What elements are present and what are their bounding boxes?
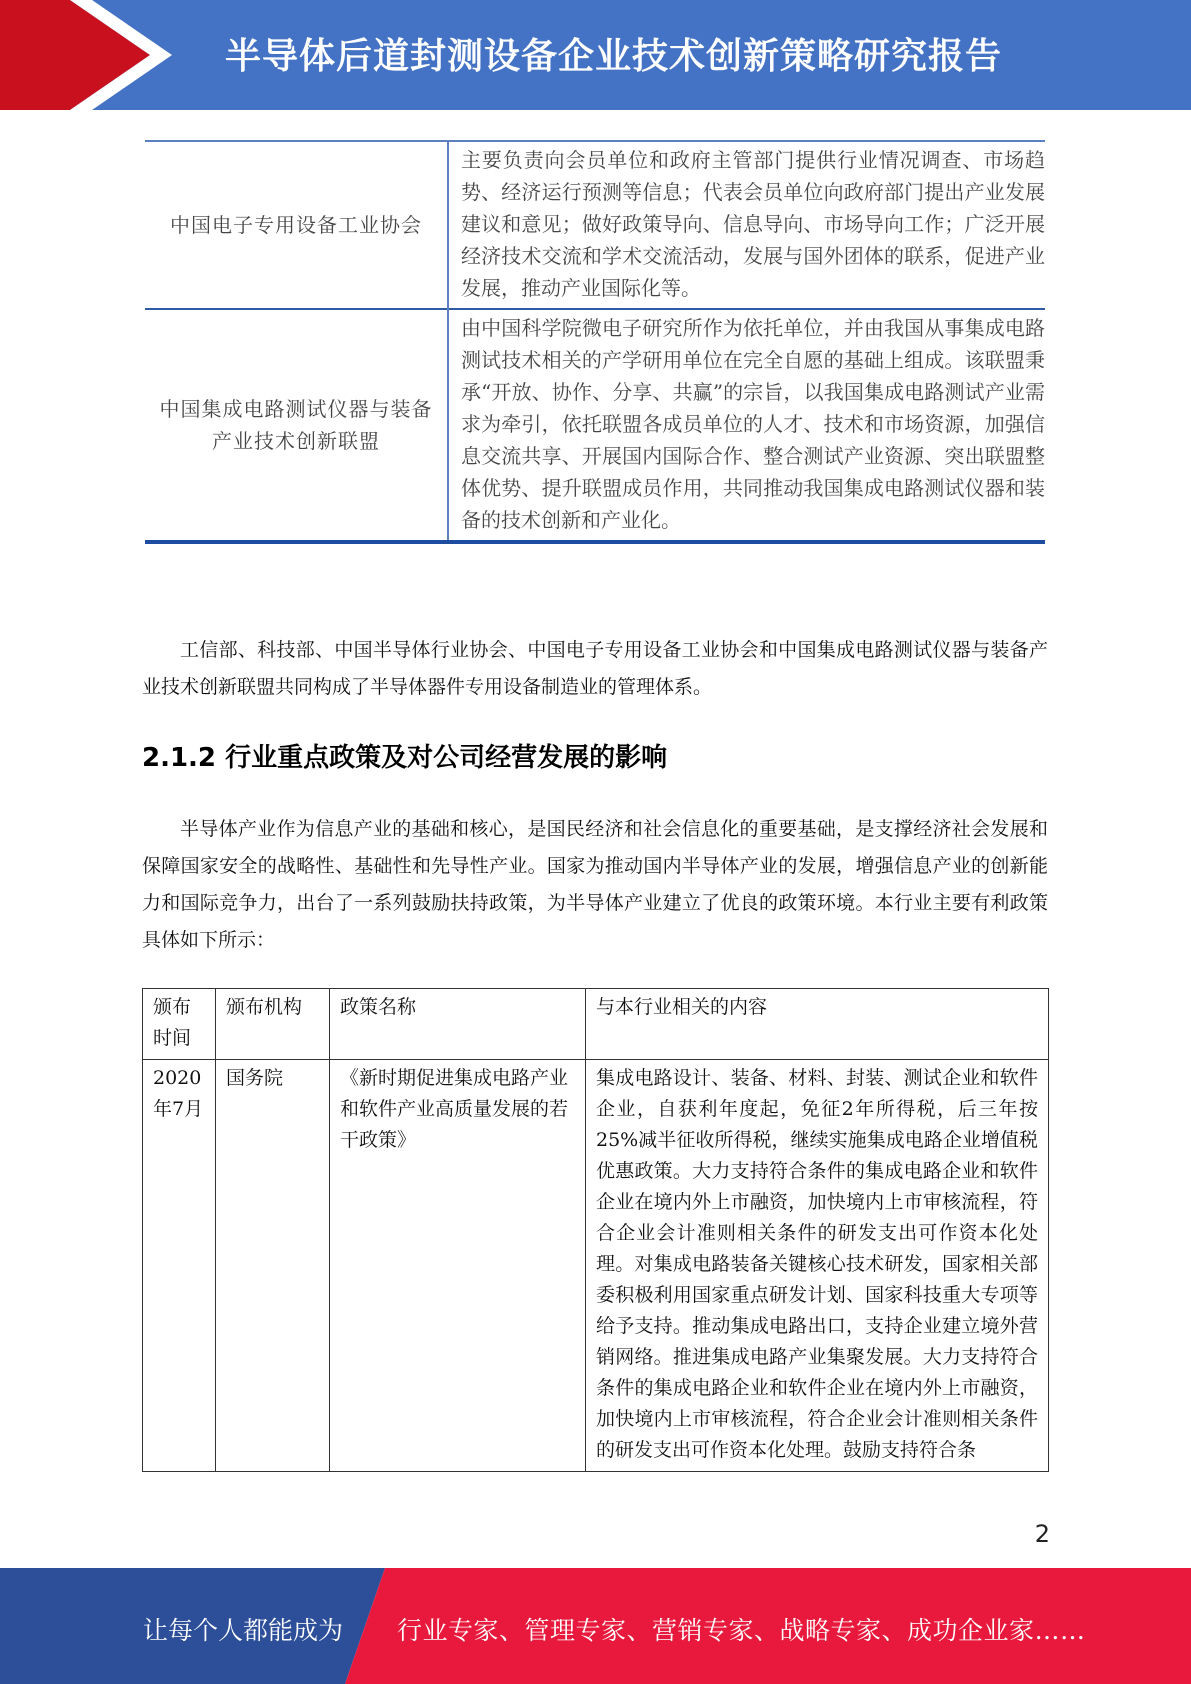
org-description: 主要负责向会员单位和政府主管部门提供行业情况调查、市场趋势、经济运行预测等信息；代表会员单位向政府部门提出产业发展建议和意见；做好政策导向、信息导向、市场导向工作；广泛开展经济技术交流和学术交流活动，发展与国外团体的联系，促进产业发展，推动产业国际化等。	[448, 141, 1045, 309]
policy-table-header-row	[143, 989, 1049, 1060]
page-number: 2	[1034, 1520, 1050, 1548]
org-name: 中国集成电路测试仪器与装备产业技术创新联盟	[145, 309, 448, 542]
paragraph-industry-policy: 半导体产业作为信息产业的基础和核心，是国民经济和社会信息化的重要基础，是支撑经济社会发展和保障国家安全的战略性、基础性和先导性产业。国家为推动国内半导体产业的发展，增强信息产业的创新能力和国际竞争力，出台了一系列鼓励扶持政策，为半导体产业建立了优良的政策环境。本行业主要有利政策具体如下所示：	[142, 818, 1048, 951]
cell-policy: 《新时期促进集成电路产业和软件产业高质量发展的若干政策》	[330, 1060, 586, 1472]
paragraph-management-system: 工信部、科技部、中国半导体行业协会、中国电子专用设备工业协会和中国集成电路测试仪器与装备产业技术创新联盟共同构成了半导体器件专用设备制造业的管理体系。	[142, 639, 1048, 698]
policy-table	[142, 988, 1049, 1472]
column-header-time: 颁布时间	[143, 989, 216, 1060]
column-header-policy: 政策名称	[330, 989, 586, 1060]
org-table-row	[145, 141, 1045, 309]
cell-time: 2020年7月	[143, 1060, 216, 1472]
org-table	[145, 140, 1045, 544]
org-description: 由中国科学院微电子研究所作为依托单位，并由我国从事集成电路测试技术相关的产学研用单位在完全自愿的基础上组成。该联盟秉承“开放、协作、分享、共赢”的宗旨，以我国集成电路测试产业需求为牵引，依托联盟各成员单位的人才、技术和市场资源，加强信息交流共享、开展国内国际合作、整合测试产业资源、突出联盟整体优势、提升联盟成员作用，共同推动我国集成电路测试仪器和装备的技术创新和产业化。	[448, 309, 1045, 542]
header-title: 半导体后道封测设备企业技术创新策略研究报告	[225, 36, 1003, 77]
table-row	[143, 1060, 1049, 1472]
cell-content: 集成电路设计、装备、材料、封装、测试企业和软件企业，自获利年度起，免征2年所得税，后三年按25%减半征收所得税，继续实施集成电路企业增值税优惠政策。大力支持符合条件的集成电路企业和软件企业在境内外上市融资，加快境内上市审核流程，符合企业会计准则相关条件的研发支出可作资本化处理。对集成电路装备关键核心技术研发，国家相关部委积极利用国家重点研发计划、国家科技重大专项等给予支持。推动集成电路出口，支持企业建立境外营销网络。推进集成电路产业集聚发展。大力支持符合条件的集成电路企业和软件企业在境内外上市融资，加快境内上市审核流程，符合企业会计准则相关条件的研发支出可作资本化处理。鼓励支持符合条	[586, 1060, 1049, 1472]
footer-banner	[0, 1568, 1191, 1684]
column-header-org: 颁布机构	[216, 989, 330, 1060]
footer-slogan-right: 行业专家、管理专家、营销专家、战略专家、成功企业家……	[397, 1616, 1086, 1645]
section-heading: 2.1.2 行业重点政策及对公司经营发展的影响	[142, 743, 668, 773]
column-header-content: 与本行业相关的内容	[586, 989, 1049, 1060]
cell-org: 国务院	[216, 1060, 330, 1472]
org-table-row	[145, 309, 1045, 542]
org-name: 中国电子专用设备工业协会	[145, 141, 448, 309]
header-banner	[0, 0, 1191, 110]
footer-slogan-left: 让每个人都能成为	[143, 1616, 344, 1645]
